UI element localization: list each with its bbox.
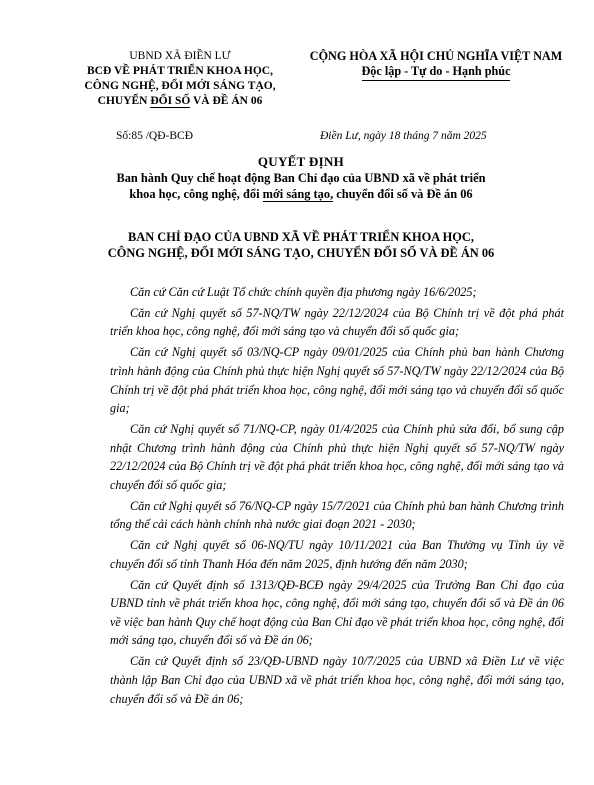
nation-name: CỘNG HÒA XÃ HỘI CHỦ NGHĨA VIỆT NAM (309, 49, 563, 63)
legal-basis-preamble (110, 283, 564, 710)
title-line-2-post: chuyển đổi số và Đề án 06 (333, 187, 473, 201)
document-number: Số:85 /QĐ-BCĐ (116, 130, 193, 142)
title-line-1: Ban hành Quy chế hoạt động Ban Chỉ đạo của UBND xã về phát triển (116, 171, 486, 185)
title-line-2 (40, 186, 562, 202)
legal-basis-paragraph: Căn cứ Căn cứ Luật Tổ chức chính quyền địa phương ngày 16/6/2025; (130, 285, 477, 299)
title-line-2-pre: khoa học, công nghệ, đổi (129, 187, 263, 201)
authority-line-1: BAN CHỈ ĐẠO CỦA UBND XÃ VỀ PHÁT TRIỂN KHOA HỌC, (128, 230, 474, 244)
issuing-body-line-3 (60, 94, 300, 109)
document-title (40, 154, 562, 202)
legal-basis-paragraph: Căn cứ Nghị quyết số 71/NQ-CP, ngày 01/4/2025 của Chính phủ sửa đổi, bổ sung cập nhật Chương trình hành động của Chính phủ thực hiện Nghị quyết số 57-NQ/TW ngày 22/12/2024 của Bộ Chính trị về đột phá phát triển khoa học, công nghệ, đổi mới sáng tạo và chuyển đổi số quốc gia; (110, 422, 564, 492)
legal-basis-paragraph: Căn cứ Nghị quyết số 03/NQ-CP ngày 09/01/2025 của Chính phủ ban hành Chương trình hành động của Chính phủ thực hiện Nghị quyết số 57-NQ/TW ngày 22/12/2024 của Bộ Chính trị về đột phá phát triển khoa học, công nghệ, đổi mới sáng tạo và chuyển đổi số quốc gia; (110, 345, 564, 416)
title-line-2-underlined: mới sáng tạo, (262, 187, 334, 201)
parent-organization: UBND XÃ ĐIỀN LƯ (129, 50, 231, 62)
place-and-date: Điền Lư, ngày 18 tháng 7 năm 2025 (320, 130, 487, 142)
issuing-authority-header (60, 49, 300, 109)
legal-basis-paragraph: Căn cứ Nghị quyết số 76/NQ-CP ngày 15/7/2021 của Chính phủ ban hành Chương trình tổng thể cải cách hành chính nhà nước giai đoạn 2021 - 2030; (110, 498, 564, 532)
legal-basis-paragraph: Căn cứ Quyết định số 1313/QĐ-BCĐ ngày 29/4/2025 của Trưởng Ban Chỉ đạo của UBND tỉnh về phát triển khoa học, công nghệ, đổi mới sáng tạo, chuyển đổi số và Đề án 06 về việc ban hành Quy chế hoạt động của Ban Chỉ đạo về phát triển khoa học, công nghệ, đổi mới sáng tạo, chuyển đổi số và Đề án 06; (110, 577, 564, 648)
legal-basis-paragraph: Căn cứ Quyết định số 23/QĐ-UBND ngày 10/7/2025 của UBND xã Điền Lư về việc thành lập Ban Chỉ đạo của UBND xã về phát triển khoa học, công nghệ, đổi mới sáng tạo, chuyển đổi số và Đề án 06; (110, 654, 564, 706)
national-motto: Độc lập - Tự do - Hạnh phúc (362, 64, 511, 81)
authority-line-2: CÔNG NGHỆ, ĐỔI MỚI SÁNG TẠO, CHUYỂN ĐỔI SỐ VÀ ĐỀ ÁN 06 (107, 246, 495, 260)
issuing-body-line-2: CÔNG NGHỆ, ĐỔI MỚI SÁNG TẠO, (84, 80, 276, 92)
legal-basis-paragraph: Căn cứ Nghị quyết số 06-NQ/TU ngày 10/11/2021 của Ban Thường vụ Tỉnh ủy về chuyển đổi số tỉnh Thanh Hóa đến năm 2025, định hướng đến năm 2030; (110, 538, 564, 571)
issuing-authority-statement (40, 229, 562, 261)
document-kind: QUYẾT ĐỊNH (257, 154, 345, 169)
issuing-body-line-3-underlined: ĐỔI SỐ (150, 95, 191, 107)
issuing-body-line-1: BCĐ VỀ PHÁT TRIỂN KHOA HỌC, (87, 65, 273, 77)
national-header (283, 49, 589, 81)
issuing-body-line-3-pre: CHUYỂN (97, 95, 151, 107)
legal-basis-paragraph: Căn cứ Nghị quyết số 57-NQ/TW ngày 22/12/2024 của Bộ Chính trị về đột phá phát triển khoa học, công nghệ, đổi mới sáng tạo và chuyển đổi số quốc gia; (110, 305, 564, 339)
issuing-body-line-3-post: VÀ ĐỀ ÁN 06 (190, 95, 263, 107)
